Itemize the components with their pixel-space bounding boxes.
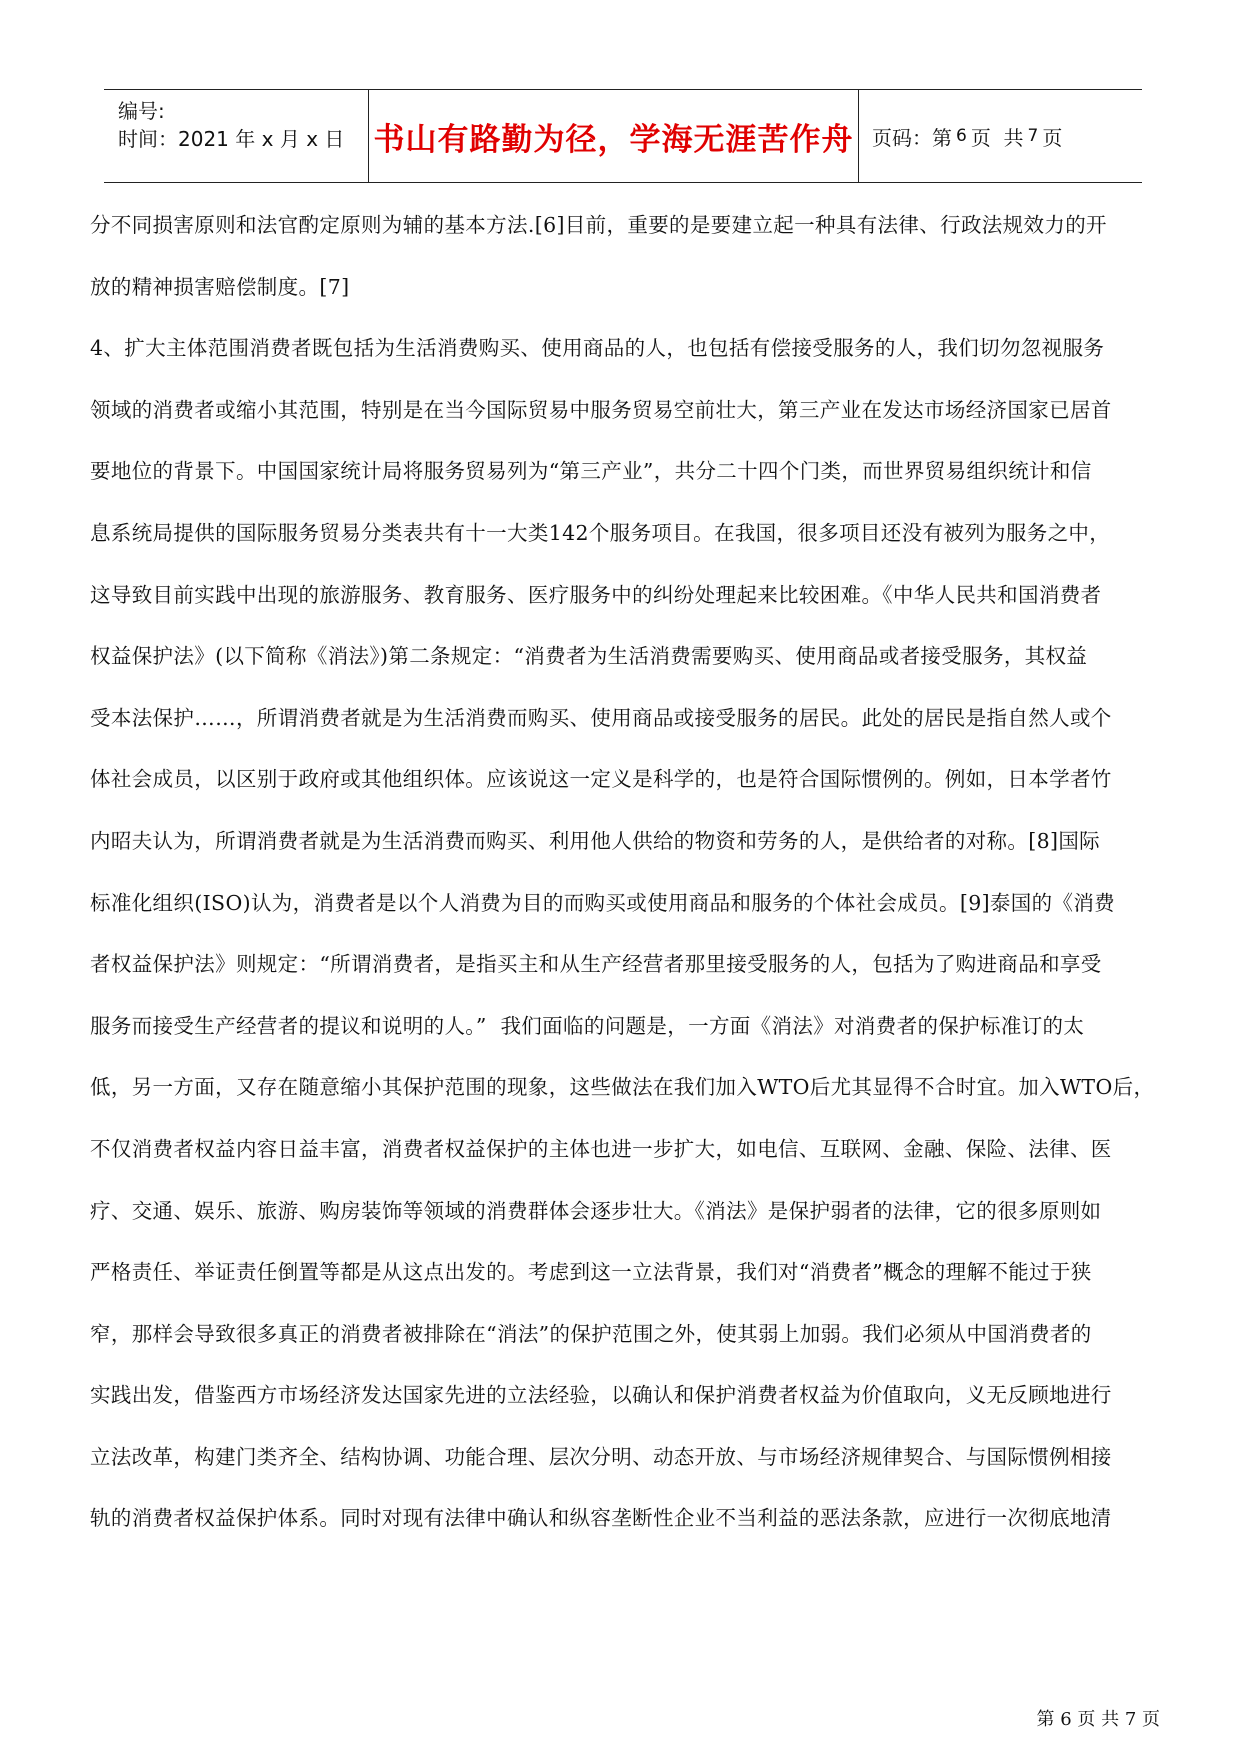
time-year: 2021 (178, 127, 229, 151)
text-line: 息系统局提供的国际服务贸易分类表共有十一大类142个服务项目。在我国，很多项目还没有被列为服务之中， (90, 520, 1111, 545)
text-line: 体社会成员，以区别于政府或其他组织体。应该说这一定义是科学的，也是符合国际惯例的。例如，日本学者竹 (90, 767, 1112, 792)
time-label: 时间： (118, 127, 178, 151)
text-line: 内昭夫认为，所谓消费者就是为生活消费而购买、利用他人供给的物资和劳务的人，是供给者的对称。[8]国际 (90, 828, 1101, 853)
text-line: 这导致目前实践中出现的旅游服务、教育服务、医疗服务中的纠纷处理起来比较困难。《中华人民共和国消费者 (90, 582, 1102, 607)
text-line: 领域的消费者或缩小其范围，特别是在当今国际贸易中服务贸易空前壮大，第三产业在发达市场经济国家已居首 (90, 397, 1112, 422)
text-line: 受本法保护……，所谓消费者就是为生活消费而购买、使用商品或接受服务的居民。此处的居民是指自然人或个 (90, 705, 1112, 730)
text-line: 轨的消费者权益保护体系。同时对现有法律中确认和纵容垄断性企业不当利益的恶法条款，应进行一次彻底地清 (90, 1506, 1112, 1531)
time-nian: 年 (235, 127, 256, 151)
text-line: 4、扩大主体范围消费者既包括为生活消费购买、使用商品的人，也包括有偿接受服务的人，我们切勿忽视服务 (90, 336, 1105, 361)
text-line: 权益保护法》(以下简称《消法》)第二条规定：“消费者为生活消费需要购买、使用商品或者接受服务，其权益 (90, 644, 1088, 669)
body-text (90, 195, 1155, 1550)
text-line: 立法改革，构建门类齐全、结构协调、功能合理、层次分明、动态开放、与市场经济规律契合、与国际惯例相接 (90, 1444, 1112, 1469)
document-header (104, 89, 1142, 183)
page-mid: 页 共 (970, 125, 1024, 150)
time-day: x (306, 127, 319, 151)
page-prefix: 页码：第 (872, 125, 952, 150)
text-line: 标准化组织(ISO)认为，消费者是以个人消费为目的而购买或使用商品和服务的个体社会成员。[9]泰国的《消费 (90, 890, 1116, 915)
header-divider-right (858, 89, 859, 183)
time-line (118, 125, 363, 153)
header-meta (118, 97, 363, 153)
text-line: 疗、交通、娱乐、旅游、购房装饰等领域的消费群体会逐步壮大。《消法》是保护弱者的法律，它的很多原则如 (90, 1198, 1102, 1223)
text-line: 分不同损害原则和法官酌定原则为辅的基本方法.[6]目前，重要的是要建立起一种具有法律、行政法规效力的开 (90, 213, 1107, 237)
text-line: 要地位的背景下。中国国家统计局将服务贸易列为“第三产业”，共分二十四个门类，而世界贸易组织统计和信 (90, 459, 1092, 484)
page-footer: 第 6 页 共 7 页 (1036, 1709, 1160, 1730)
text-line: 实践出发，借鉴西方市场经济发达国家先进的立法经验，以确认和保护消费者权益为价值取向，义无反顾地进行 (90, 1383, 1112, 1408)
text-line: 窄，那样会导致很多真正的消费者被排除在“消法”的保护范围之外，使其弱上加弱。我们必须从中国消费者的 (90, 1321, 1092, 1346)
number-label: 编号: (118, 99, 165, 123)
time-yue: 月 (279, 127, 300, 151)
text-line: 放的精神损害赔偿制度。[7] (90, 274, 350, 299)
header-motto: 书山有路勤为径，学海无涯苦作舟 (373, 121, 854, 158)
page-total: 7 (1027, 126, 1039, 146)
header-page-info (872, 89, 1142, 183)
time-month: x (261, 127, 274, 151)
text-line: 服务而接受生产经营者的提议和说明的人。” 我们面临的问题是，一方面《消法》对消费者的保护标准订的太 (90, 1013, 1085, 1038)
text-line: 严格责任、举证责任倒置等都是从这点出发的。考虑到这一立法背景，我们对“消费者”概念的理解不能过于狭 (90, 1260, 1092, 1285)
time-ri: 日 (324, 127, 345, 151)
text-line: 者权益保护法》则规定：“所谓消费者，是指买主和从生产经营者那里接受服务的人，包括为了购进商品和享受 (90, 952, 1102, 977)
text-line: 不仅消费者权益内容日益丰富，消费者权益保护的主体也进一步扩大，如电信、互联网、金融、保险、法律、医 (90, 1136, 1112, 1161)
text-line: 低，另一方面，又存在随意缩小其保护范围的现象，这些做法在我们加入WTO后尤其显得不合时宜。加入WTO后， (90, 1075, 1155, 1100)
page-suffix: 页 (1042, 125, 1063, 150)
page-current: 6 (956, 126, 967, 146)
